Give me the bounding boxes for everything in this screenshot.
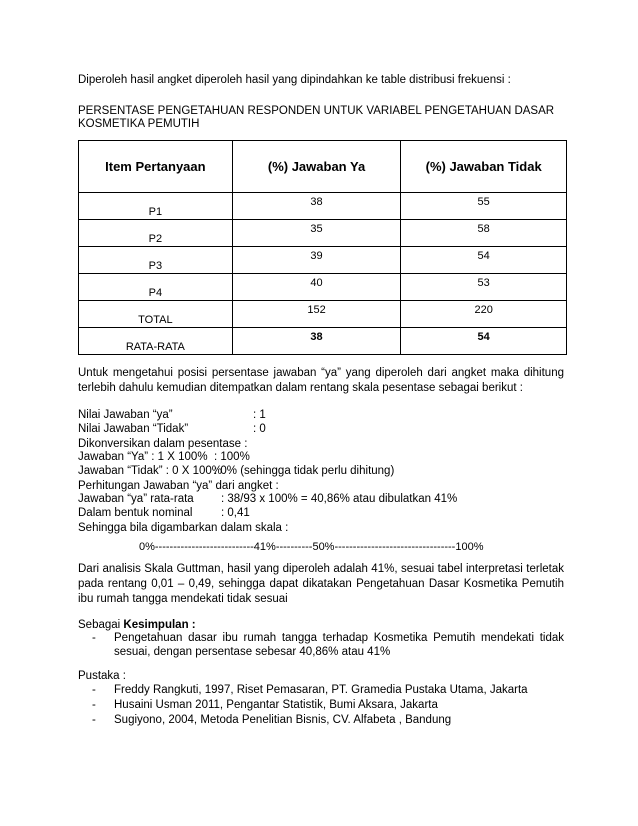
table-row-total <box>79 301 567 328</box>
bullet-dash: - <box>92 684 96 696</box>
nilai-tidak-value: : 0 <box>253 423 266 435</box>
cell-ya <box>232 328 401 355</box>
skala-intro: Sehingga bila digambarkan dalam skala : <box>78 522 289 534</box>
table-title-line-1: PERSENTASE PENGETAHUAN RESPONDEN UNTUK VARIABEL PENGETAHUAN DASAR <box>78 105 555 117</box>
paragraph-2-line-2: pada rentang 0,01 – 0,49, sehingga dapat dikatakan Pengetahuan Dasar Kosmetika Pemutih <box>78 578 564 590</box>
pustaka-item: Sugiyono, 2004, Metoda Penelitian Bisnis, CV. Alfabeta , Bandung <box>114 714 452 726</box>
paragraph-1-line-1: Untuk mengetahui posisi persentase jawaban “ya” yang diperoleh dari angket maka dihitung <box>78 367 564 379</box>
frequency-table <box>78 140 567 355</box>
tidak-value: 54 <box>477 250 490 262</box>
table-row <box>79 247 567 274</box>
tidak-value: 54 <box>477 331 490 343</box>
item-label: TOTAL <box>138 314 173 326</box>
cell-ya <box>232 247 401 274</box>
perhitungan-title: Perhitungan Jawaban “ya” dari angket : <box>78 480 279 492</box>
cell-tidak <box>401 193 567 220</box>
perhitungan-nominal-label: Dalam bentuk nominal <box>78 507 193 519</box>
header-item-pertanyaan: Item Pertanyaan <box>79 141 233 193</box>
paragraph-2-line-3: ibu rumah tangga mendekati tidak sesuai <box>78 593 288 605</box>
nilai-ya-label: Nilai Jawaban “ya” <box>78 409 173 421</box>
bullet-dash: - <box>92 699 96 711</box>
item-label: P3 <box>148 260 163 272</box>
ya-value: 39 <box>310 250 323 262</box>
cell-tidak <box>401 301 567 328</box>
skala-line: 0%---------------------------41%----------50%---------------------------------100% <box>139 541 484 553</box>
cell-item <box>79 328 233 355</box>
ya-value: 38 <box>310 331 323 343</box>
table-title-line-2: KOSMETIKA PEMUTIH <box>78 118 200 130</box>
cell-item <box>79 193 233 220</box>
table-row <box>79 193 567 220</box>
table-row-average <box>79 328 567 355</box>
cell-tidak <box>401 220 567 247</box>
konversi-ya-value: : 100% <box>214 451 250 463</box>
cell-ya <box>232 274 401 301</box>
item-label: P1 <box>148 206 163 218</box>
cell-ya <box>232 193 401 220</box>
cell-item <box>79 301 233 328</box>
item-label: RATA-RATA <box>125 341 185 353</box>
cell-item <box>79 247 233 274</box>
perhitungan-nominal-value: : 0,41 <box>221 507 250 519</box>
cell-tidak <box>401 274 567 301</box>
bullet-dash: - <box>92 632 96 644</box>
tidak-value: 53 <box>477 277 490 289</box>
pustaka-title: Pustaka : <box>78 670 126 682</box>
item-label: P2 <box>148 233 163 245</box>
table-row <box>79 220 567 247</box>
pustaka-item: Freddy Rangkuti, 1997, Riset Pemasaran, PT. Gramedia Pustaka Utama, Jakarta <box>114 684 528 696</box>
kesimpulan-item-line-1: Pengetahuan dasar ibu rumah tangga terhadap Kosmetika Pemutih mendekati tidak <box>114 632 564 644</box>
ya-value: 35 <box>310 223 323 235</box>
konversi-ya-label: Jawaban “Ya” : 1 X 100% <box>78 451 208 463</box>
ya-value: 38 <box>310 196 323 208</box>
perhitungan-rata-value: : 38/93 x 100% = 40,86% atau dibulatkan 41% <box>221 493 458 505</box>
cell-item <box>79 220 233 247</box>
konversi-tidak-label: Jawaban “Tidak” : 0 X 100% <box>78 465 223 477</box>
cell-tidak <box>401 247 567 274</box>
table-header-row <box>79 141 567 193</box>
header-jawaban-ya: (%) Jawaban Ya <box>232 141 401 193</box>
bullet-dash: - <box>92 714 96 726</box>
pustaka-item: Husaini Usman 2011, Pengantar Statistik, Bumi Aksara, Jakarta <box>114 699 438 711</box>
paragraph-2-line-1: Dari analisis Skala Guttman, hasil yang diperoleh adalah 41%, sesuai tabel interpretasi terletak <box>78 563 564 575</box>
kesimpulan-label: Kesimpulan : <box>123 619 196 631</box>
cell-item <box>79 274 233 301</box>
tidak-value: 58 <box>477 223 490 235</box>
tidak-value: 55 <box>477 196 490 208</box>
ya-value: 40 <box>310 277 323 289</box>
perhitungan-rata-label: Jawaban “ya” rata-rata <box>78 493 194 505</box>
kesimpulan-heading <box>78 618 564 632</box>
paragraph-1-line-2: terlebih dahulu kemudian ditempatkan dalam rentang skala pesentase sebagai berikut : <box>78 382 523 394</box>
cell-tidak <box>401 328 567 355</box>
konversi-title: Dikonversikan dalam pesentase : <box>78 438 248 450</box>
kesimpulan-prefix: Sebagai <box>78 619 124 631</box>
cell-ya <box>232 301 401 328</box>
header-jawaban-tidak: (%) Jawaban Tidak <box>401 141 567 193</box>
konversi-tidak-value: : 0% (sehingga tidak perlu dihitung) <box>214 465 395 477</box>
table-row <box>79 274 567 301</box>
nilai-ya-value: : 1 <box>253 409 266 421</box>
intro-text: Diperoleh hasil angket diperoleh hasil yang dipindahkan ke table distribusi frekuensi : <box>78 74 511 86</box>
nilai-tidak-label: Nilai Jawaban “Tidak” <box>78 423 189 435</box>
tidak-value: 220 <box>474 304 493 316</box>
item-label: P4 <box>148 287 163 299</box>
cell-ya <box>232 220 401 247</box>
kesimpulan-item-line-2: sesuai, dengan persentase sebesar 40,86% atau 41% <box>114 646 391 658</box>
ya-value: 152 <box>307 304 326 316</box>
